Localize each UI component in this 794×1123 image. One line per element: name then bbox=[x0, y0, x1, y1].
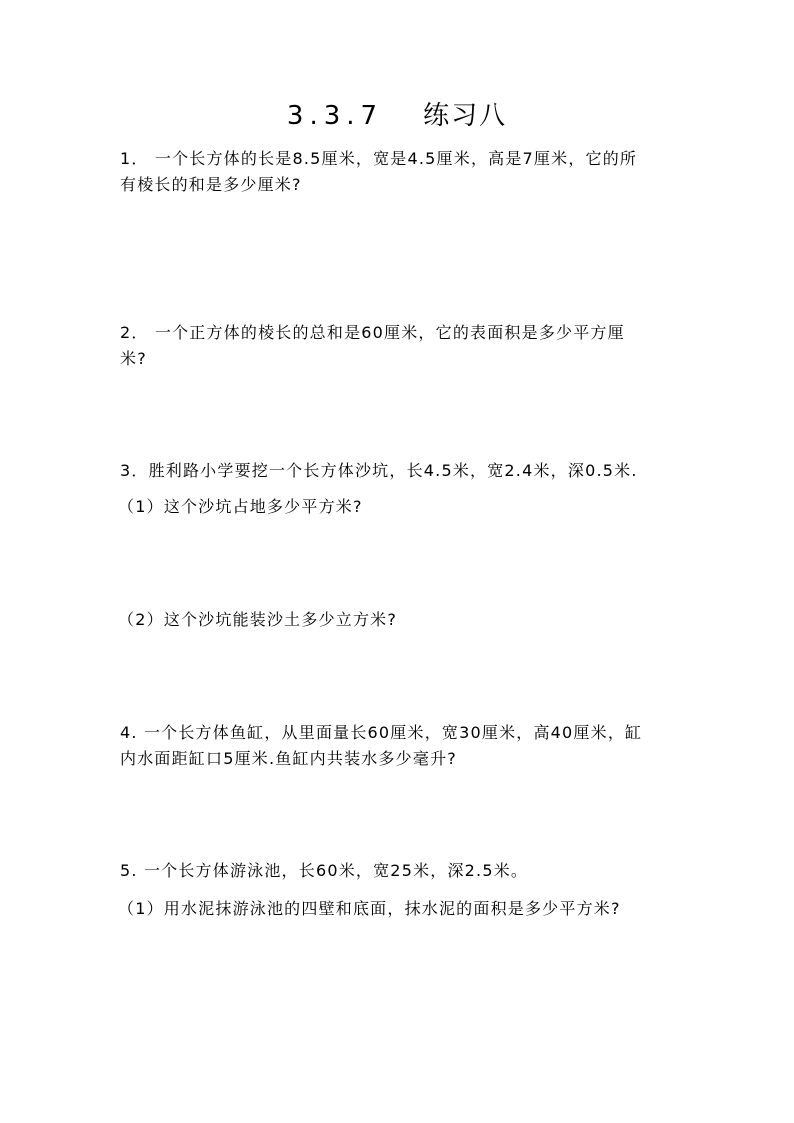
question-1-line-2: 有棱长的和是多少厘米? bbox=[120, 175, 302, 194]
question-3-part-2: （2）这个沙坑能装沙土多少立方米? bbox=[118, 610, 398, 629]
question-4-line-2: 内水面距缸口5厘米.鱼缸内共装水多少毫升? bbox=[120, 749, 457, 768]
question-4 bbox=[120, 720, 680, 772]
section-number: 3.3.7 bbox=[286, 101, 384, 131]
question-1 bbox=[120, 146, 680, 198]
question-2-line-2: 米? bbox=[120, 349, 147, 368]
question-3-line-1: 3．胜利路小学要挖一个长方体沙坑，长4.5米，宽2.4米，深0.5米. bbox=[120, 461, 638, 480]
question-2 bbox=[120, 320, 680, 372]
question-2-line-1: 2． 一个正方体的棱长的总和是60厘米，它的表面积是多少平方厘 bbox=[120, 323, 625, 342]
section-name: 练习八 bbox=[423, 101, 508, 131]
question-3-part-1: （1）这个沙坑占地多少平方米? bbox=[118, 497, 363, 516]
question-4-line-1: 4. 一个长方体鱼缸，从里面量长60厘米，宽30厘米，高40厘米，缸 bbox=[120, 723, 643, 742]
question-5-part-1: （1）用水泥抹游泳池的四壁和底面，抹水泥的面积是多少平方米? bbox=[118, 899, 621, 918]
question-5 bbox=[120, 858, 680, 884]
page-title bbox=[0, 96, 794, 136]
question-1-line-1: 1． 一个长方体的长是8.5厘米，宽是4.5厘米，高是7厘米，它的所 bbox=[120, 149, 638, 168]
question-3 bbox=[120, 458, 680, 484]
question-5-line-1: 5. 一个长方体游泳池，长60米，宽25米，深2.5米。 bbox=[120, 861, 529, 880]
